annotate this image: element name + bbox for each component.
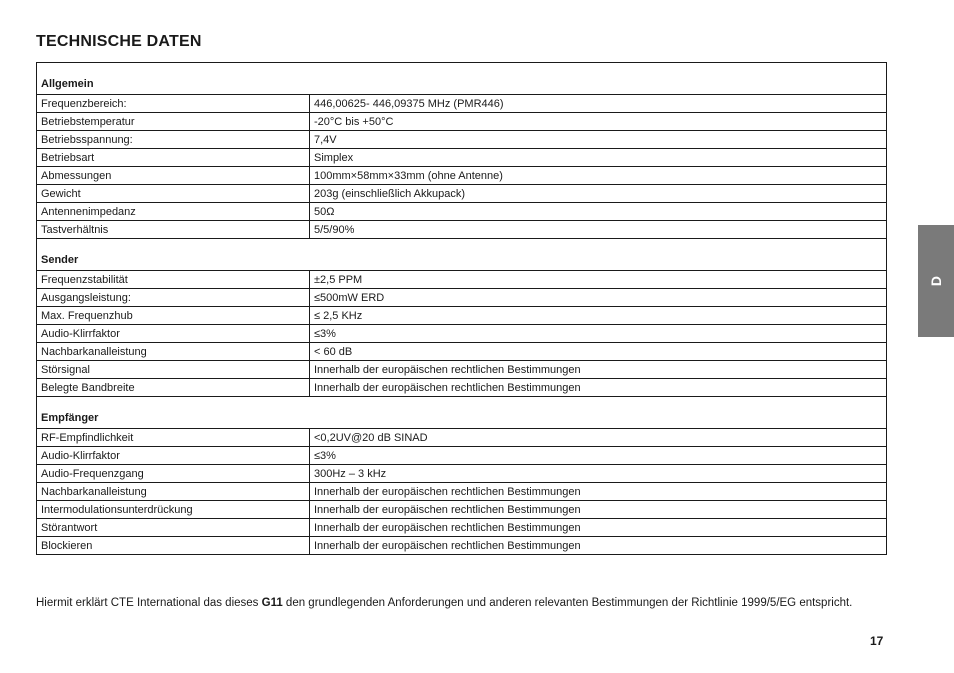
spec-label: Blockieren [37, 537, 310, 555]
spec-value: 446,00625- 446,09375 MHz (PMR446) [310, 95, 887, 113]
spec-label: Audio-Frequenzgang [37, 465, 310, 483]
spec-value: Innerhalb der europäischen rechtlichen Bestimmungen [310, 519, 887, 537]
page-title: TECHNISCHE DATEN [36, 33, 202, 50]
table-row [37, 95, 887, 113]
page-number: 17 [870, 634, 884, 648]
spec-label: Audio-Klirrfaktor [37, 447, 310, 465]
spec-value: Innerhalb der europäischen rechtlichen Bestimmungen [310, 379, 887, 397]
spec-label: Ausgangsleistung: [37, 289, 310, 307]
table-row [37, 203, 887, 221]
table-row [37, 185, 887, 203]
table-row [37, 379, 887, 397]
table-row [37, 131, 887, 149]
table-row [37, 465, 887, 483]
spec-value: <0,2UV@20 dB SINAD [310, 429, 887, 447]
spec-label: Intermodulationsunterdrückung [37, 501, 310, 519]
spec-label: Betriebstemperatur [37, 113, 310, 131]
spec-value: ≤3% [310, 325, 887, 343]
spec-value: Innerhalb der europäischen rechtlichen Bestimmungen [310, 361, 887, 379]
table-row [37, 149, 887, 167]
section-heading: Allgemein [37, 63, 887, 95]
spec-value: Innerhalb der europäischen rechtlichen Bestimmungen [310, 537, 887, 555]
table-row [37, 113, 887, 131]
spec-label: Belegte Bandbreite [37, 379, 310, 397]
spec-label: Betriebsspannung: [37, 131, 310, 149]
spec-value: ≤3% [310, 447, 887, 465]
spec-label: Antennenimpedanz [37, 203, 310, 221]
table-row [37, 221, 887, 239]
spec-label: Störantwort [37, 519, 310, 537]
spec-label: RF-Empfindlichkeit [37, 429, 310, 447]
spec-value: 100mm×58mm×33mm (ohne Antenne) [310, 167, 887, 185]
language-side-tab-label: D [928, 275, 944, 287]
spec-label: Abmessungen [37, 167, 310, 185]
table-row [37, 519, 887, 537]
spec-label: Nachbarkanalleistung [37, 343, 310, 361]
section-header-row [37, 63, 887, 95]
table-row [37, 307, 887, 325]
section-header-row [37, 397, 887, 429]
spec-value: 203g (einschließlich Akkupack) [310, 185, 887, 203]
spec-value: 5/5/90% [310, 221, 887, 239]
section-heading: Sender [37, 239, 887, 271]
table-row [37, 289, 887, 307]
spec-value: < 60 dB [310, 343, 887, 361]
spec-label: Frequenzbereich: [37, 95, 310, 113]
table-row [37, 537, 887, 555]
spec-label: Tastverhältnis [37, 221, 310, 239]
technical-data-table [36, 62, 887, 555]
table-row [37, 429, 887, 447]
technical-data-body [37, 63, 887, 555]
spec-value: ≤500mW ERD [310, 289, 887, 307]
spec-label: Max. Frequenzhub [37, 307, 310, 325]
spec-value: Simplex [310, 149, 887, 167]
declaration-model: G11 [261, 597, 283, 609]
section-header-row [37, 239, 887, 271]
table-row [37, 343, 887, 361]
table-row [37, 447, 887, 465]
language-side-tab [918, 225, 954, 337]
table-row [37, 271, 887, 289]
spec-label: Störsignal [37, 361, 310, 379]
table-row [37, 361, 887, 379]
spec-value: 50Ω [310, 203, 887, 221]
spec-label: Gewicht [37, 185, 310, 203]
section-heading: Empfänger [37, 397, 887, 429]
table-row [37, 325, 887, 343]
spec-value: 300Hz – 3 kHz [310, 465, 887, 483]
declaration-text-start: Hiermit erklärt CTE International das dieses [36, 597, 262, 609]
spec-value: ≤ 2,5 KHz [310, 307, 887, 325]
declaration-text-end: den grundlegenden Anforderungen und anderen relevanten Bestimmungen der Richtlinie 1999/5/EG entspricht. [282, 597, 853, 609]
spec-value: -20°C bis +50°C [310, 113, 887, 131]
conformity-declaration [36, 596, 876, 611]
spec-value: Innerhalb der europäischen rechtlichen Bestimmungen [310, 483, 887, 501]
table-row [37, 501, 887, 519]
spec-value: 7,4V [310, 131, 887, 149]
spec-label: Betriebsart [37, 149, 310, 167]
spec-value: Innerhalb der europäischen rechtlichen Bestimmungen [310, 501, 887, 519]
table-row [37, 167, 887, 185]
spec-label: Frequenzstabilität [37, 271, 310, 289]
spec-label: Nachbarkanalleistung [37, 483, 310, 501]
spec-label: Audio-Klirrfaktor [37, 325, 310, 343]
spec-value: ±2,5 PPM [310, 271, 887, 289]
table-row [37, 483, 887, 501]
